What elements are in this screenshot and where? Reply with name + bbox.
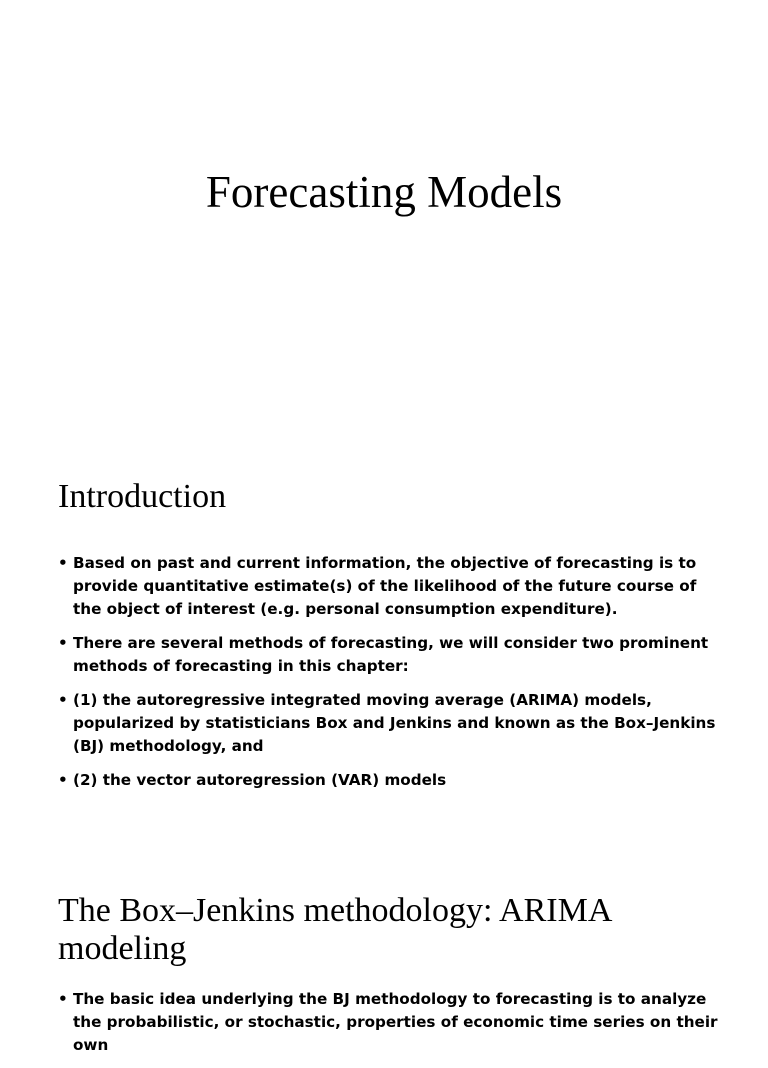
bullet-item: • The basic idea underlying the BJ methodology to forecasting is to analyze the probabilistic, or stochastic, properties of economic time series on their own	[58, 988, 718, 1057]
slide-title: Forecasting Models	[205, 167, 563, 217]
introduction-bullet-list	[58, 552, 718, 792]
box-jenkins-bullet-list	[58, 988, 718, 1057]
introduction-slide	[58, 478, 718, 803]
box-jenkins-heading: The Box–Jenkins methodology: ARIMA modeling	[58, 892, 611, 967]
box-jenkins-slide	[58, 892, 718, 1068]
bullet-item: • There are several methods of forecasting, we will consider two prominent methods of forecasting in this chapter:	[58, 632, 718, 678]
bullet-item: • (1) the autoregressive integrated moving average (ARIMA) models, popularized by statisticians Box and Jenkins and known as the Box–Jenkins (BJ) methodology, and	[58, 689, 718, 758]
bullet-item: • Based on past and current information, the objective of forecasting is to provide quantitative estimate(s) of the likelihood of the future course of the object of interest (e.g. personal consumption expenditure).	[58, 552, 718, 621]
introduction-heading: Introduction	[58, 478, 227, 515]
bullet-item: • (2) the vector autoregression (VAR) models	[58, 769, 718, 792]
